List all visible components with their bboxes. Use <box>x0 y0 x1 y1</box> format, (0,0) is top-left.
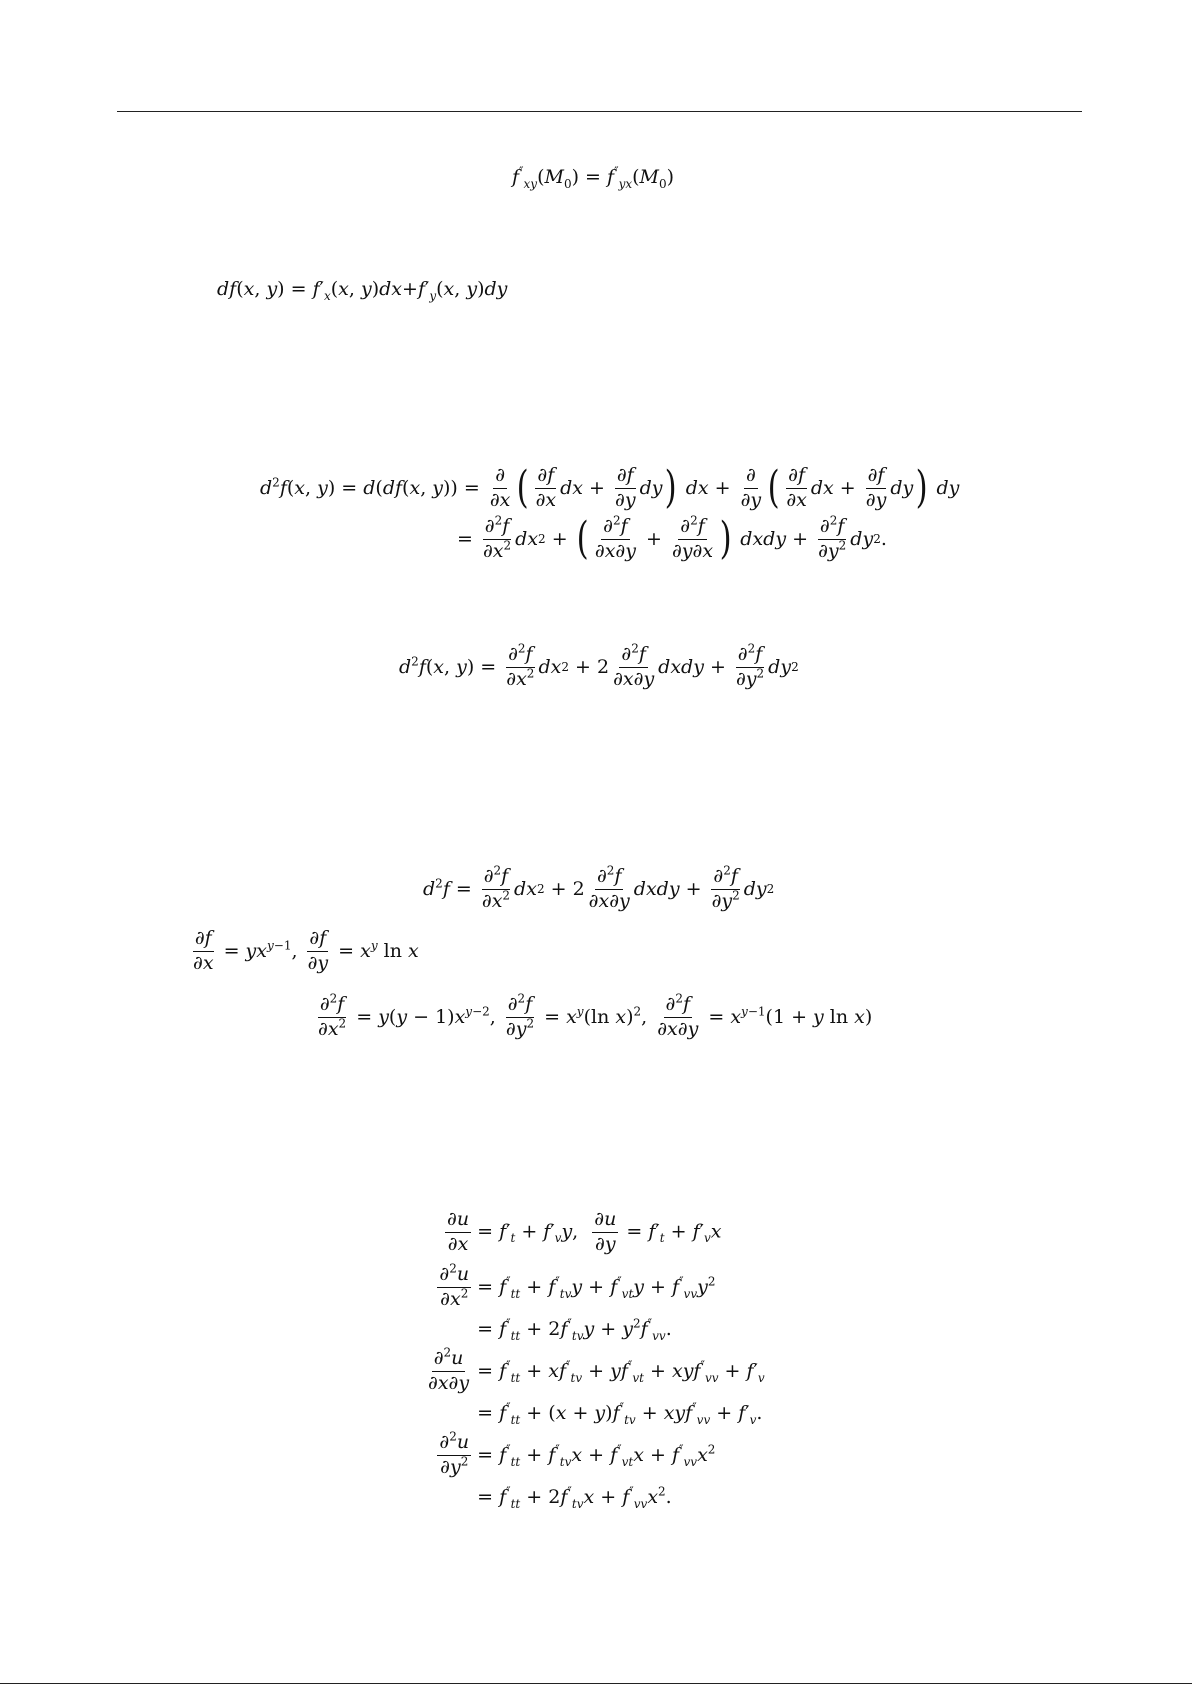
equation-second-differential-symmetric: $d^2f(x$, y) = $\frac{\partial^2f}{\partial x^2}$ dx 2 + 2 $\frac{\partial^2f}{\partial x\partial y}$ dxdy + $\frac{\partial^2f}{\partial y^2}$ dy 2 <box>399 641 799 690</box>
equation-first-partials: $\frac{\partial f}{\partial x}$ = $yx^{y-1}$, $\frac{\partial f}{\partial y}$ = $x^y$ ln x <box>193 927 419 974</box>
header-rule <box>117 111 1082 112</box>
equation-symmetry-mixed-partials: $f''_{xy}(M_0) = f''_{yx}(M_0)$ <box>512 164 675 191</box>
equation-total-differential: df(x, $y) = f'_x(x$, $y)dx+f'_y(x$, y)dy <box>217 278 508 303</box>
equation-second-differential-derivation: $d^2f(x$, y) = d(df(x, y)) = $\frac{\partial}{\partial x}$ ( $\frac{\partial f}{\partial x}$ dx + $\frac{\partial f}{\partial y}$ dy ) dx + $\frac{\partial}{\partial y}$ ( $\frac{\partial f}{\partial x}$ dx + $\frac{\partial f}{\partial y}$ dy ) dy = $\frac{\partial^2f}{\partial x^2}$ dx 2 + ( $\frac{\partial^2f}{\partial x\partial y}$ + $\frac{\partial^2f}{\partial y\partial x}$ ) dxdy + $\frac{\partial^2f}{\partial y^2}$ dy 2 . <box>260 462 960 565</box>
equation-second-partials: $\frac{\partial^2f}{\partial x^2}$ = $y(y - 1)x^{y-2}$, $\frac{\partial^2f}{\partial y^2}$ = $x^y(\ln$ x)$^2$, $\frac{\partial^2f}{\partial x\partial y}$ = $x^{y-1}(1 + y$ ln x) <box>318 991 873 1040</box>
footer-rule <box>0 1683 1192 1684</box>
equation-chain-rule-block: $\frac{\partial u}{\partial x}$ = $f'_t + f'_vy$, $\frac{\partial u}{\partial y}$ = $f'_t + f'_vx$ $\frac{\partial^2u}{\partial x^2}$ = $f''_{tt} + f''_{tv}y + f''_{vt}y + f''_{vv}y^2$ = $f''_{tt} + 2f''_{tv}y + y^2f''_{vv}$. $\frac{\partial^2u}{\partial x\partial y}$ = $f''_{tt} + xf''_{tv} + yf''_{vt} + xyf''_{vv} + f'_v$ = $f''_{tt} + (x + y)f''_{tv} + xyf''_{vv} + f'_v$. $\frac{\partial^2u}{\partial y^2}$ = $f''_{tt} + f''_{tv}x + f''_{vt}x + f''_{vv}x^2$ = $f''_{tt} + 2f''_{tv}x + f''_{vv}x^2$. <box>428 1208 765 1511</box>
equation-d2f-formula: $d^2f$ = $\frac{\partial^2f}{\partial x^2}$ dx 2 + 2 $\frac{\partial^2f}{\partial x\partial y}$ dxdy + $\frac{\partial^2f}{\partial y^2}$ dy 2 <box>423 863 775 912</box>
